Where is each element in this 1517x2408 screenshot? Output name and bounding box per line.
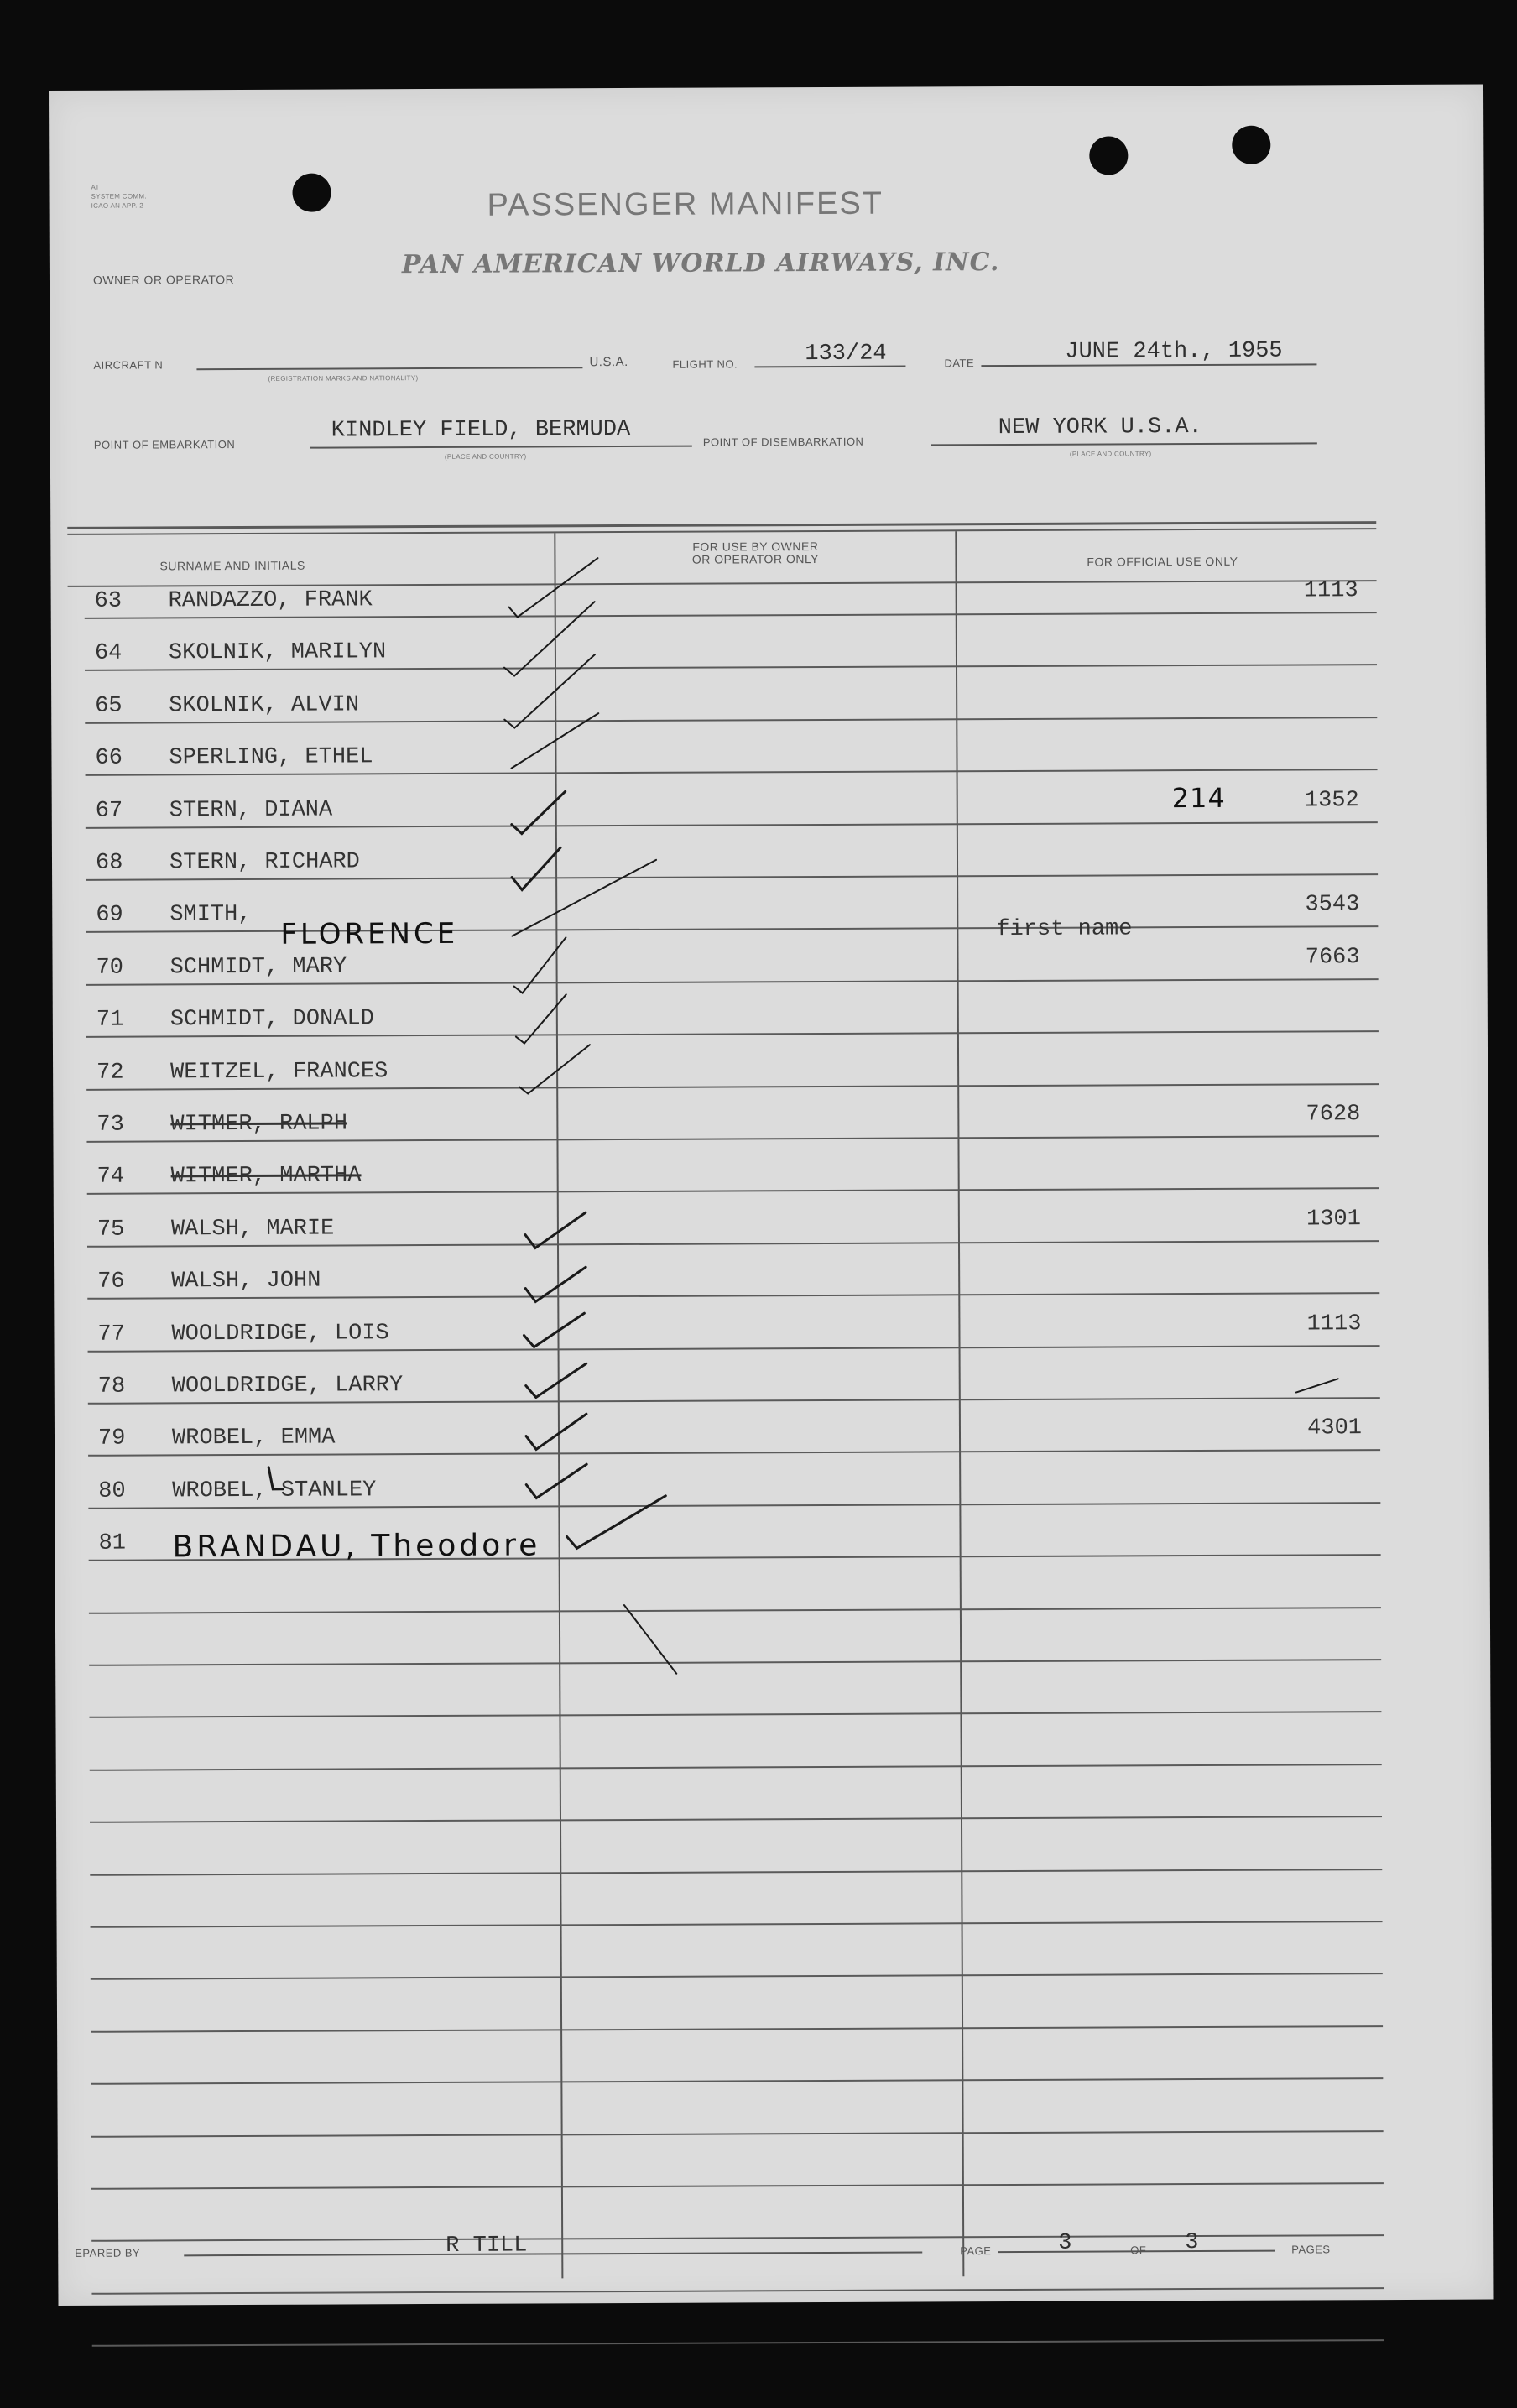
row-number: 72 [96, 1060, 124, 1086]
prepared-label: EPARED BY [75, 2246, 141, 2259]
passenger-name: WROBEL, STANLEY [172, 1478, 377, 1504]
official-code: 4301 [1307, 1415, 1363, 1441]
column-header-names: SURNAME AND INITIALS [159, 558, 305, 573]
passenger-name: SKOLNIK, MARILYN [168, 639, 387, 666]
row-number: 80 [98, 1478, 126, 1504]
row-number: 81 [98, 1530, 127, 1556]
row-number: 63 [94, 588, 123, 614]
row-number: 74 [96, 1164, 125, 1190]
embark-place: KINDLEY FIELD, BERMUDA [331, 416, 631, 444]
prepared-by: R TILL [446, 2233, 528, 2259]
official-note: first name [996, 916, 1133, 943]
handwritten-passenger-name: BRANDAU, Theodore [172, 1528, 541, 1565]
column-header-owner-use: FOR USE BY OWNER OR OPERATOR ONLY [691, 539, 820, 566]
column-header-official-use: FOR OFFICIAL USE ONLY [1087, 554, 1238, 569]
passenger-name: STERN, DIANA [169, 797, 333, 824]
row-number: 65 [95, 693, 123, 719]
official-code: 1113 [1303, 578, 1358, 604]
disembark-sub: (PLACE AND COUNTRY) [1069, 450, 1152, 458]
passenger-name: SMITH, [169, 901, 252, 928]
disembark-label: POINT OF DISEMBARKATION [702, 435, 864, 449]
row-number: 69 [96, 902, 123, 928]
page-total: 3 [1185, 2230, 1199, 2256]
official-code: 7628 [1306, 1102, 1361, 1128]
disembark-place: NEW YORK U.S.A. [998, 414, 1202, 441]
passenger-name: WOOLDRIDGE, LOIS [171, 1321, 389, 1347]
official-code: 1113 [1306, 1311, 1362, 1337]
row-number: 78 [97, 1373, 126, 1399]
check-marks [49, 85, 1494, 2306]
page-number: 3 [1058, 2230, 1072, 2256]
aircraft-label: AIRCRAFT N [93, 358, 164, 372]
passenger-name: WITMER, RALPH [170, 1111, 348, 1138]
row-number: 70 [96, 955, 124, 981]
row-number: 64 [94, 640, 123, 666]
aircraft-sub: (REGISTRATION MARKS AND NATIONALITY) [268, 374, 419, 383]
airline-name: PAN AMERICAN WORLD AIRWAYS, INC. [401, 248, 1000, 280]
date-label: DATE [944, 357, 975, 370]
official-code: 1301 [1306, 1207, 1361, 1233]
handwritten-first-name: FLORENCE [280, 916, 459, 951]
usa-label: U.S.A. [589, 354, 628, 370]
flight-date: JUNE 24th., 1955 [1065, 338, 1283, 365]
row-number: 67 [95, 798, 123, 824]
manifest-sheet [49, 85, 1494, 2306]
row-number: 66 [95, 745, 123, 771]
row-number: 76 [97, 1269, 125, 1295]
owner-label: OWNER OR OPERATOR [92, 273, 235, 287]
passenger-name: RANDAZZO, FRANK [168, 587, 373, 614]
passenger-name: SCHMIDT, DONALD [169, 1006, 374, 1033]
flight-label: FLIGHT NO. [672, 357, 738, 371]
page-label: PAGE [960, 2244, 992, 2258]
row-number: 68 [95, 850, 123, 876]
passenger-name: SCHMIDT, MARY [169, 954, 347, 981]
embark-sub: (PLACE AND COUNTRY) [444, 452, 527, 461]
passenger-name: WOOLDRIDGE, LARRY [171, 1373, 404, 1399]
pages-label: PAGES [1291, 2243, 1331, 2256]
flight-number: 133/24 [805, 341, 887, 367]
passenger-name: STERN, RICHARD [169, 849, 360, 876]
row-number: 79 [97, 1426, 126, 1452]
row-number: 75 [96, 1217, 125, 1243]
passenger-name: WEITZEL, FRANCES [170, 1059, 388, 1086]
passenger-name: WITMER, MARTHA [170, 1163, 362, 1190]
passenger-name: SPERLING, ETHEL [169, 744, 373, 771]
official-code: 3543 [1305, 892, 1360, 918]
passenger-name: WALSH, JOHN [171, 1268, 321, 1295]
row-rule [92, 2339, 1384, 2347]
official-code: 7663 [1305, 945, 1360, 971]
row-number: 77 [97, 1321, 125, 1347]
passenger-name: WALSH, MARIE [170, 1216, 335, 1243]
passenger-name: SKOLNIK, ALVIN [169, 692, 360, 719]
of-label: OF [1130, 2244, 1147, 2257]
passenger-name: WROBEL, EMMA [171, 1425, 336, 1452]
form-reference: AT SYSTEM COMM. ICAO AN APP. 2 [91, 183, 147, 210]
row-number: 73 [96, 1112, 124, 1138]
handwritten-mark: 214 [1171, 781, 1226, 815]
page-title: PASSENGER MANIFEST [487, 185, 884, 223]
official-code: 1352 [1304, 788, 1359, 814]
row-number: 71 [96, 1007, 124, 1033]
embark-label: POINT OF EMBARKATION [93, 438, 236, 451]
